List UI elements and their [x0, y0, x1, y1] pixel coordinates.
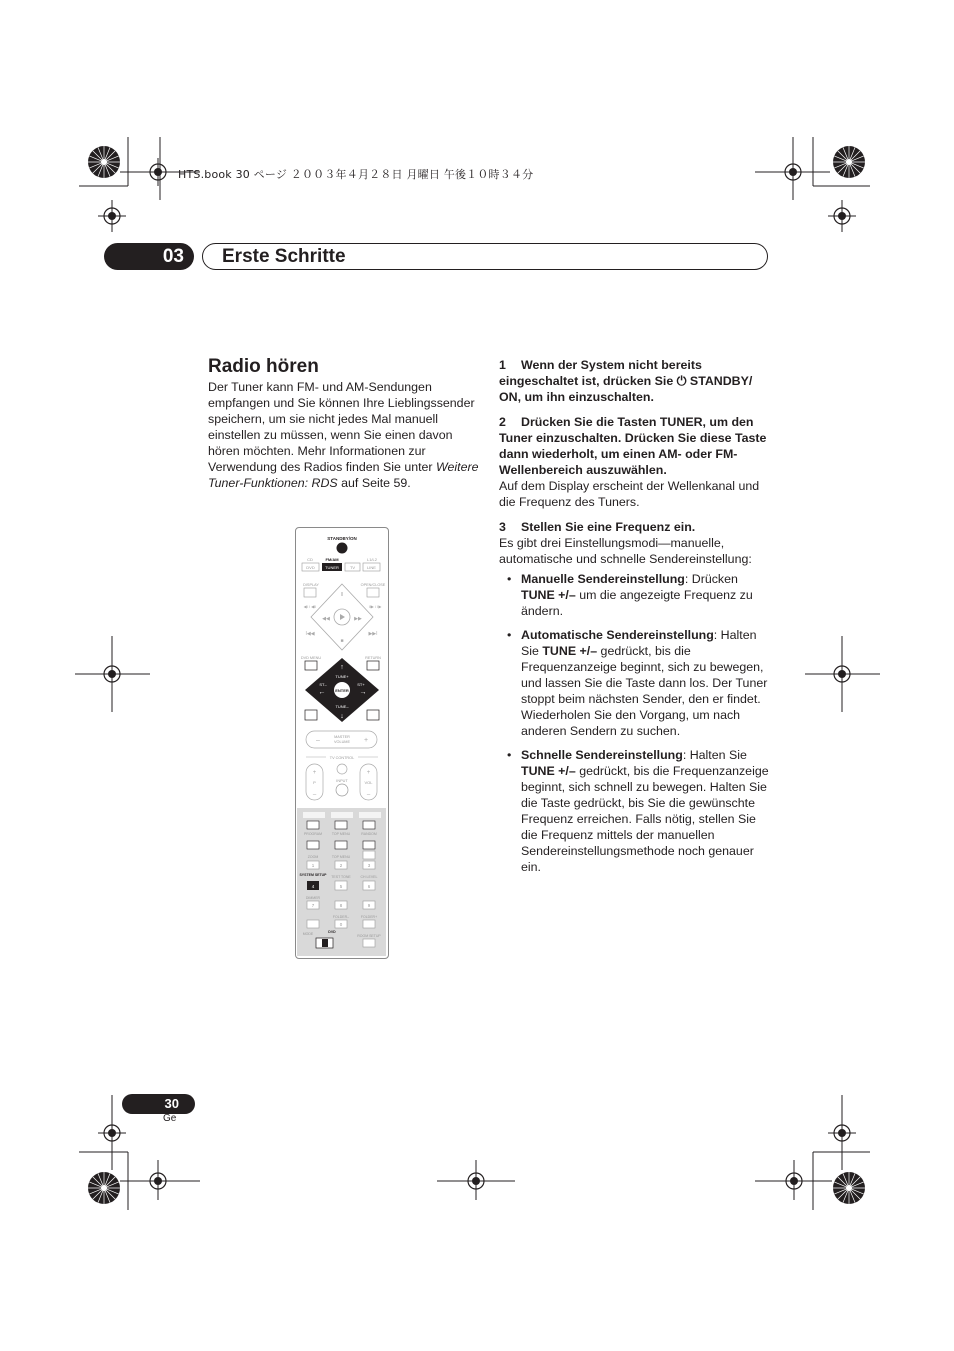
list-item — [499, 747, 771, 875]
svg-text:–: – — [312, 792, 317, 798]
dvd-menu-label: DVD MENU — [300, 656, 322, 660]
tune-plus-label: TUNE+ — [335, 674, 349, 679]
folder-plus-label: FOLDER+ — [360, 915, 378, 919]
tuning-mode-list — [499, 571, 771, 875]
intro-cross-reference: Weitere Tuner-Funktionen: RDS — [208, 460, 479, 490]
standby-label: STANDBY/ON — [327, 536, 357, 541]
svg-text:→: → — [359, 689, 367, 696]
bullet-icon: • — [507, 572, 512, 586]
display-label: DISPLAY — [303, 583, 319, 587]
system-setup-label: SYSTEM SETUP — [299, 873, 327, 877]
svg-text:↑: ↑ — [340, 664, 344, 671]
intro-paragraph — [208, 379, 480, 491]
power-icon — [337, 543, 348, 554]
bullet-sep: : Drücken — [684, 572, 738, 586]
svg-text:II▶ / I▶: II▶ / I▶ — [368, 604, 382, 609]
chapter-number: 03 — [162, 246, 184, 267]
instructions-column — [499, 357, 771, 883]
svg-text:◀I / ◀II: ◀I / ◀II — [303, 604, 317, 609]
svg-text:◀◀: ◀◀ — [322, 616, 330, 622]
bullet-text: um die angezeigte Frequenz zu ändern. — [521, 588, 753, 618]
svg-text:←: ← — [318, 689, 326, 696]
remote-control-drawing — [296, 528, 387, 957]
page-number: 30 — [164, 1096, 179, 1111]
bullet-term: Schnelle Sendereinstellung — [521, 748, 683, 762]
bullet-text: gedrückt, bis die Frequenzanzeige beginnt, sich schnell zu bewegen. Halten Sie die Taste gedrückt, bis Sie die gewünschte Frequenz erreichen. Falls nötig, stellen Sie die Frequenz mittels der manuellen Sendereinstellungsmethode noch genauer ein. — [521, 764, 769, 874]
page-language: Ge — [163, 1113, 177, 1124]
bullet-icon: • — [507, 748, 512, 762]
step-3-number: 3 — [499, 520, 506, 534]
svg-text:■: ■ — [340, 638, 344, 644]
step-2-body: Auf dem Display erscheint der Wellenkanal und die Frequenz des Tuners. — [499, 479, 760, 509]
tune-minus-label: TUNE– — [335, 704, 349, 709]
bullet-key: TUNE +/– — [521, 588, 576, 602]
bullet-icon: • — [507, 628, 512, 642]
digit-5: 5 — [339, 884, 343, 889]
step-1-number: 1 — [499, 358, 506, 372]
bullet-sep: : Halten Sie — [521, 628, 757, 658]
ch-level-label: CH LEVEL — [360, 875, 378, 879]
svg-text:▶▶I: ▶▶I — [368, 631, 378, 637]
ch-label: P — [313, 780, 316, 785]
lower-row1-a: PROGRAM — [303, 832, 323, 836]
tv-control-label: TV CONTROL — [329, 756, 355, 760]
svg-text:–: – — [366, 792, 371, 798]
bullet-key: TUNE +/– — [521, 764, 576, 778]
input-label: INPUT — [336, 779, 348, 783]
folder-minus-label: FOLDER– — [332, 915, 350, 919]
svg-text:+: + — [366, 770, 371, 776]
open-close-label: OPEN/CLOSE — [360, 583, 386, 587]
svg-text:↓: ↓ — [340, 713, 344, 720]
src-top-l1l2: L1/L2 — [366, 557, 378, 562]
power-icon: ⏻ — [676, 374, 687, 388]
bullet-term: Automatische Sendereinstellung — [521, 628, 714, 642]
step-3-body: Es gibt drei Einstellungsmodi—manuelle, automatische und schnelle Sendereinstellung: — [499, 536, 752, 566]
step-3-title-text: Stellen Sie eine Frequenz ein. — [521, 520, 696, 534]
digit-1: 1 — [311, 863, 315, 868]
digit-9: 9 — [367, 903, 371, 908]
digit-2: 2 — [339, 863, 343, 868]
src-top-fmam: FM/AM — [325, 557, 339, 562]
svg-text:▶▶: ▶▶ — [354, 616, 362, 622]
lower-row1-b: TOP MENU — [331, 832, 351, 836]
return-label: RETURN — [365, 656, 381, 660]
list-item — [499, 571, 771, 619]
remote-control-illustration — [295, 527, 389, 959]
section-title: Radio hören — [208, 356, 319, 377]
test-tone-label: TEST TONE — [331, 875, 351, 879]
step-1-title-a: Wenn der System nicht bereits eingeschaltet ist, drücken Sie — [499, 358, 702, 388]
step-2-number: 2 — [499, 415, 506, 429]
svg-text:+: + — [363, 737, 369, 744]
step-2-title-text: Drücken Sie die Tasten TUNER, um den Tuner einzuschalten. Drücken Sie diese Taste dann wiederholt, um einen AM- oder FM-Wellenbereich auszuwählen. — [499, 415, 767, 477]
digit-7: 7 — [311, 903, 315, 908]
room-setup-label: ROOM SETUP — [357, 934, 381, 938]
lower-row1-c: RANDOM — [361, 832, 377, 836]
digit-6: 6 — [367, 884, 371, 889]
src-btn-dvd: DVD — [306, 565, 315, 570]
svg-text:+: + — [312, 770, 317, 776]
volume-label: VOLUME — [333, 740, 351, 744]
svg-text:–: – — [316, 737, 320, 744]
zoom-label: ZOOM — [307, 855, 319, 859]
bullet-term: Manuelle Sendereinstellung — [521, 572, 685, 586]
chapter-title: Erste Schritte — [222, 246, 346, 267]
digit-0: 0 — [339, 922, 343, 927]
st-minus-label: ST– — [319, 682, 327, 687]
st-plus-label: ST+ — [357, 682, 365, 687]
digit-8: 8 — [339, 903, 343, 908]
bullet-key: TUNE +/– — [542, 644, 598, 658]
master-label: MASTER — [334, 735, 350, 739]
mode-label: MODE — [302, 932, 314, 936]
list-item — [499, 627, 771, 739]
remote-lower — [297, 808, 386, 956]
step-2-title — [499, 414, 771, 478]
svg-text:II: II — [340, 592, 344, 598]
enter-label: ENTER — [335, 688, 349, 693]
intro-text: Der Tuner kann FM- und AM-Sendungen empfangen und Sie können Ihre Lieblingssender speichern, um sie nicht jedes Mal manuell einstellen zu müssen, wenn Sie einen davon hören möchten. Mehr Informationen zur Verwendung des Radios finden Sie unter — [208, 380, 475, 474]
vol-label: VOL — [364, 780, 373, 785]
step-1-title-b: STANDBY/ ON, um ihn einzuschalten. — [499, 374, 753, 404]
print-header-line: HTS.book 30 ページ ２００３年４月２８日 月曜日 午後１０時３４分 — [178, 168, 534, 181]
remote-upper — [301, 536, 386, 800]
src-btn-line: LINE — [367, 565, 376, 570]
step-3-title — [499, 519, 771, 535]
step-1-title — [499, 357, 771, 405]
src-btn-tv: TV — [349, 565, 356, 570]
dvd-switch-label: DVD — [328, 930, 336, 934]
src-btn-tuner: TUNER — [325, 565, 339, 570]
bullet-sep: : Halten Sie — [682, 748, 747, 762]
digit-4: 4 — [311, 884, 315, 889]
svg-text:I◀◀: I◀◀ — [305, 631, 315, 637]
dimmer-label: DIMMER — [305, 896, 321, 900]
top-menu-label: TOP MENU — [331, 855, 351, 859]
digit-3: 3 — [367, 863, 371, 868]
bullet-text: gedrückt, bis die Frequenzanzeige beginnt, sich zu bewegen, und lassen Sie die Taste dann los. Der Tuner stoppt beim nächsten Sender, den er findet. Wiederholen Sie den Vorgang, um nach anderen Sendern zu suchen. — [521, 644, 768, 738]
src-top-cd: CD — [307, 557, 313, 562]
intro-tail: auf Seite 59. — [337, 476, 411, 490]
